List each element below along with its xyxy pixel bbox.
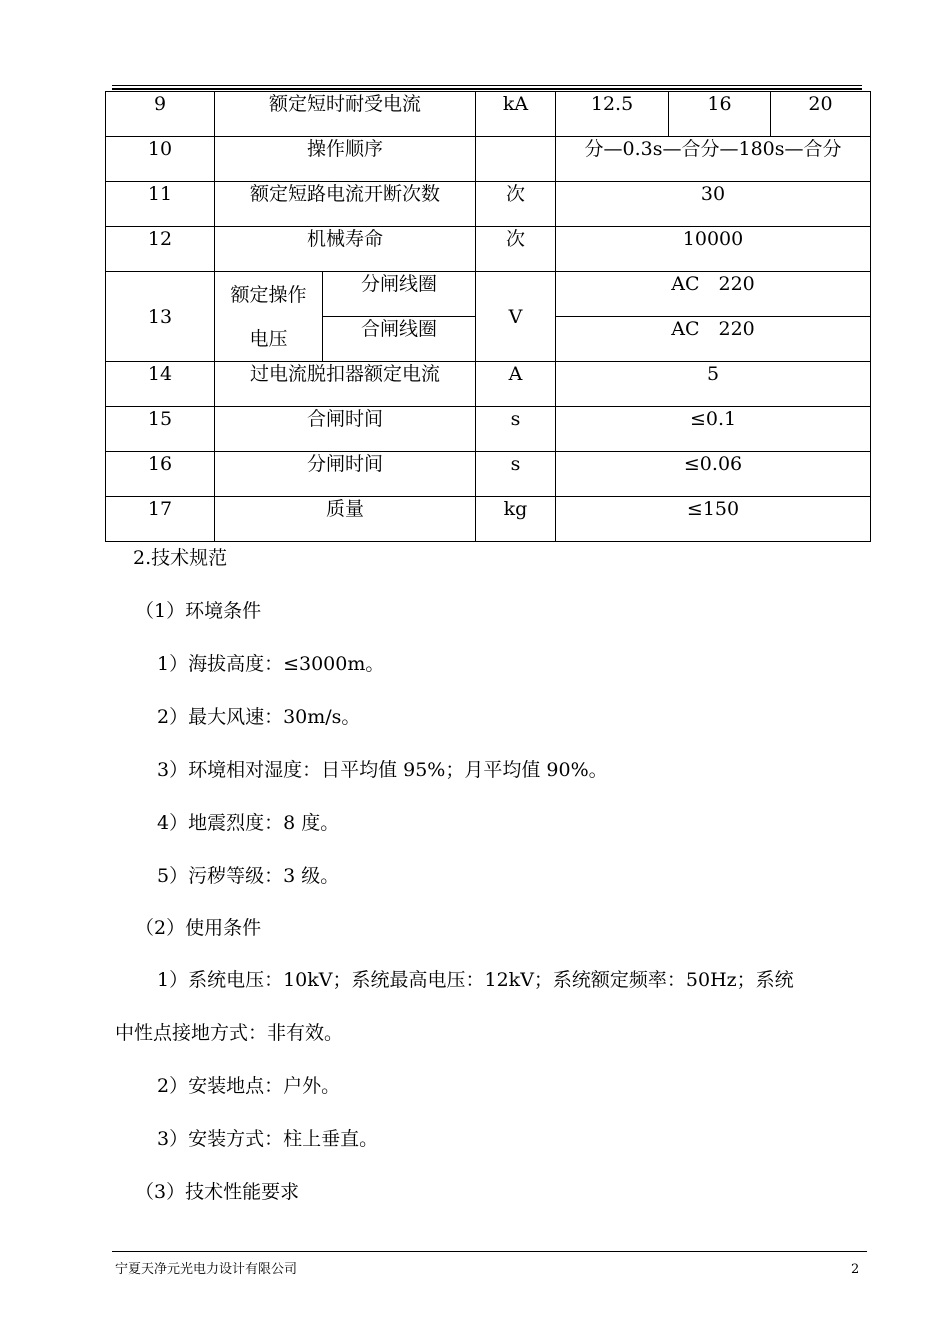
row-unit <box>476 137 556 182</box>
row-number: 13 <box>106 272 215 362</box>
row-value: 30 <box>556 182 871 227</box>
list-item: 4）地震烈度：8 度。 <box>157 812 340 834</box>
table-row <box>106 497 871 542</box>
row-value: ≤0.1 <box>556 407 871 452</box>
row-unit: s <box>476 452 556 497</box>
row-item: 额定短路电流开断次数 <box>215 182 476 227</box>
header-rule-bottom <box>112 88 862 90</box>
table-row <box>106 182 871 227</box>
row-item: 合闸时间 <box>215 407 476 452</box>
footer-company: 宁夏天净元光电力设计有限公司 <box>115 1262 298 1277</box>
row-item: 机械寿命 <box>215 227 476 272</box>
list-item: 2）最大风速：30m/s。 <box>157 706 361 728</box>
row-unit: kg <box>476 497 556 542</box>
row-item-stacked <box>215 272 323 362</box>
row-unit: s <box>476 407 556 452</box>
header-rule-top <box>112 85 862 86</box>
row-value: ≤0.06 <box>556 452 871 497</box>
table-row <box>106 227 871 272</box>
row-subitem: 分闸线圈 <box>323 272 476 317</box>
row-unit: V <box>476 272 556 362</box>
table-row <box>106 137 871 182</box>
list-item: 2）安装地点：户外。 <box>157 1075 341 1097</box>
row-number: 16 <box>106 452 215 497</box>
list-item: 3）环境相对湿度：日平均值 95%；月平均值 90%。 <box>157 759 608 781</box>
row-subitem: 合闸线圈 <box>323 317 476 362</box>
list-item: 5）污秽等级：3 级。 <box>157 865 340 887</box>
row-item-line2: 电压 <box>249 327 288 350</box>
row-number: 10 <box>106 137 215 182</box>
row-value: AC 220 <box>556 272 871 317</box>
row-number: 17 <box>106 497 215 542</box>
list-item-continuation: 中性点接地方式：非有效。 <box>115 1022 344 1044</box>
row-number: 12 <box>106 227 215 272</box>
subsection-heading: （2）使用条件 <box>135 917 262 939</box>
table-row <box>106 272 871 317</box>
row-unit: 次 <box>476 227 556 272</box>
row-number: 14 <box>106 362 215 407</box>
row-item-line1: 额定操作 <box>230 283 307 306</box>
spec-table <box>105 91 871 542</box>
row-item: 操作顺序 <box>215 137 476 182</box>
table-row <box>106 452 871 497</box>
row-item: 额定短时耐受电流 <box>215 92 476 137</box>
row-value: 20 <box>771 92 871 137</box>
row-unit: kA <box>476 92 556 137</box>
row-value: 10000 <box>556 227 871 272</box>
subsection-heading: （1）环境条件 <box>135 600 262 622</box>
row-value: 16 <box>669 92 771 137</box>
subsection-heading: （3）技术性能要求 <box>135 1181 300 1203</box>
footer-page-number: 2 <box>851 1262 860 1277</box>
row-value: AC 220 <box>556 317 871 362</box>
list-item: 1）系统电压：10kV；系统最高电压：12kV；系统额定频率：50Hz；系统 <box>157 969 794 991</box>
row-value: 5 <box>556 362 871 407</box>
footer-rule <box>112 1251 867 1252</box>
row-value: 分—0.3s—合分—180s—合分 <box>556 137 871 182</box>
row-item: 质量 <box>215 497 476 542</box>
section-heading: 2.技术规范 <box>133 547 228 569</box>
table-row <box>106 362 871 407</box>
list-item: 3）安装方式：柱上垂直。 <box>157 1128 379 1150</box>
table-row <box>106 407 871 452</box>
row-number: 11 <box>106 182 215 227</box>
list-item: 1）海拔高度：≤3000m。 <box>157 653 385 675</box>
row-value: 12.5 <box>556 92 669 137</box>
row-unit: 次 <box>476 182 556 227</box>
row-number: 15 <box>106 407 215 452</box>
table-row <box>106 92 871 137</box>
row-unit: A <box>476 362 556 407</box>
row-value: ≤150 <box>556 497 871 542</box>
row-item: 过电流脱扣器额定电流 <box>215 362 476 407</box>
row-item: 分闸时间 <box>215 452 476 497</box>
row-number: 9 <box>106 92 215 137</box>
